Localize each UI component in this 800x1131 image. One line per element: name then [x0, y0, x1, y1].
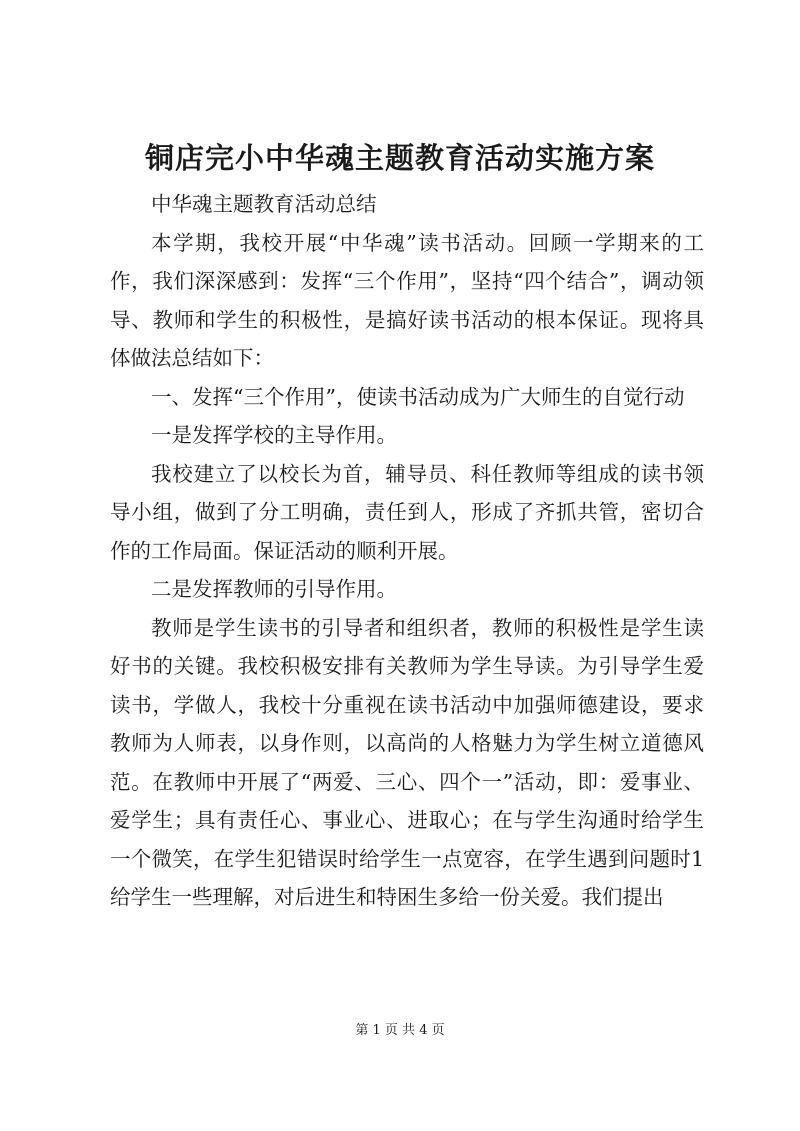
subheading-school-role: 一是发挥学校的主导作用。 [151, 423, 397, 447]
paragraph-teacher-role: 教师是学生读书的引导者和组织者，教师的积极性是学生读好书的关键。我校积极安排有关教师为学生导读。为引导学生爱读书，学做人，我校十分重视在读书活动中加强师德建设，要求教师为人师表，以身作则，以高尚的人格魅力为学生树立道德风范。在教师中开展了“两爱、三心、四个一”活动，即：爱事业、爱学生；具有责任心、事业心、进取心；在与学生沟通时给学生一个微笑，在学生犯错误时给学生一点宽容，在学生遇到问题时1给学生一些理解，对后进生和特困生多给一份关爱。我们提出 [110, 615, 704, 909]
paragraph-intro: 本学期，我校开展“中华魂”读书活动。回顾一学期来的工作，我们深深感到：发挥“三个作用”，坚持“四个结合”，调动领导、教师和学生的积极性，是搞好读书活动的根本保证。现将具体做法总结如下： [110, 230, 704, 370]
document-title: 铜店完小中华魂主题教育活动实施方案 [144, 141, 655, 175]
subheading-teacher-role: 二是发挥教师的引导作用。 [151, 577, 397, 601]
paragraph-school-role: 我校建立了以校长为首，辅导员、科任教师等组成的读书领导小组，做到了分工明确，责任到人，形成了齐抓共管，密切合作的工作局面。保证活动的顺利开展。 [110, 461, 704, 563]
paragraph-subtitle: 中华魂主题教育活动总结 [151, 192, 377, 216]
page-number-footer: 第 1 页 共 4 页 [355, 1023, 445, 1038]
section-heading-1: 一、发挥“三个作用”，使读书活动成为广大师生的自觉行动 [151, 384, 685, 409]
document-body [110, 185, 704, 917]
